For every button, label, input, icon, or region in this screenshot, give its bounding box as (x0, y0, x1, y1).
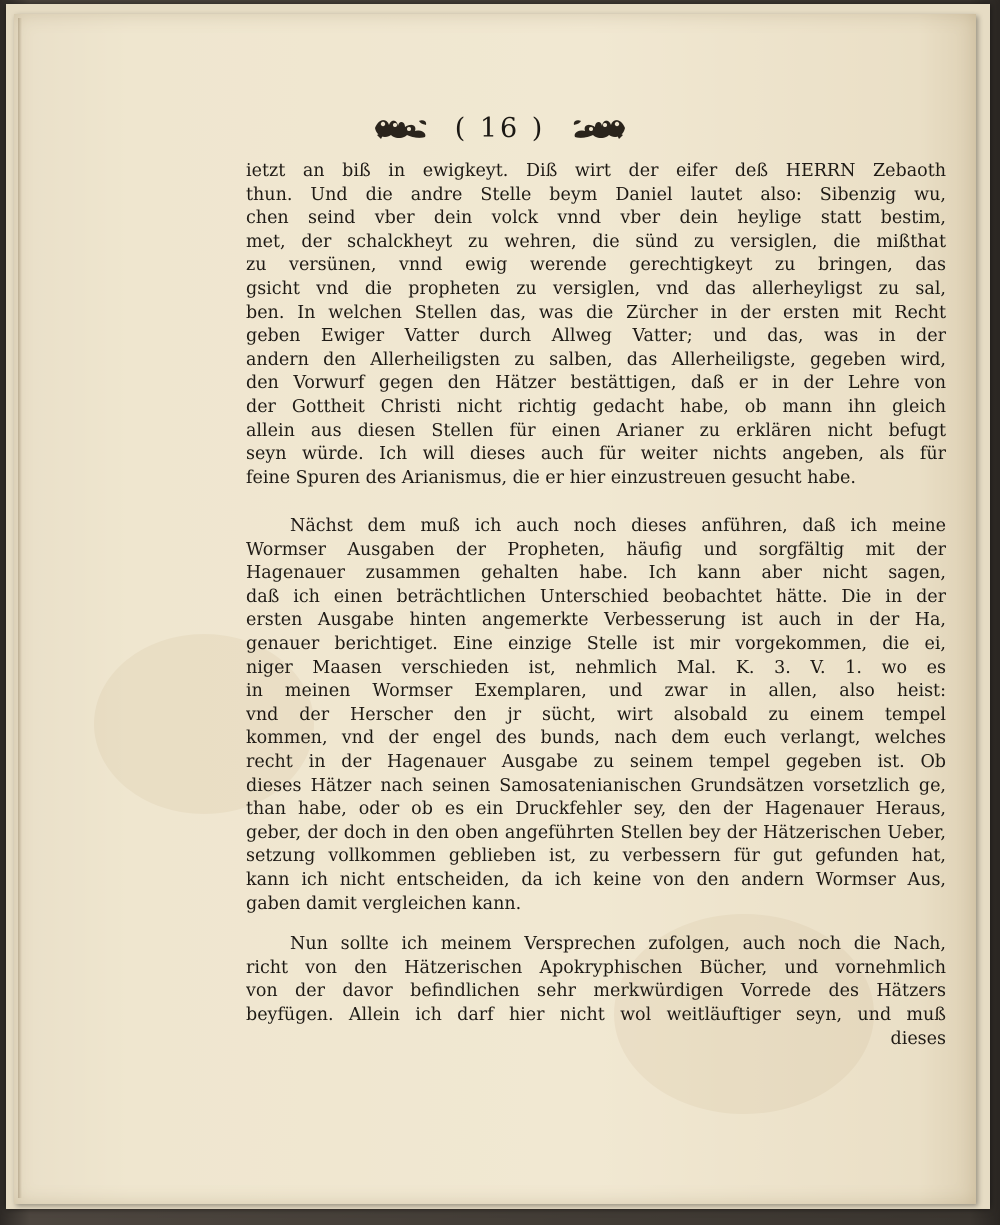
text-line: chen seind vber dein volck vnnd vber dein heylige statt bestim, (246, 208, 946, 229)
text-line: genauer berichtiget. Eine einzige Stelle ist mir vorgekommen, die ei, (246, 633, 946, 654)
text-line: than habe, oder ob es ein Druckfehler sey, den der Hagenauer Heraus, (246, 799, 946, 820)
text-line: ben. In welchen Stellen das, was die Zürcher in der ersten mit Recht (246, 302, 946, 323)
catchword-block (246, 1028, 946, 1052)
paragraph-2 (246, 515, 946, 916)
text-line: seyn würde. Ich will dieses auch für weiter nichts angeben, als für (246, 444, 946, 465)
right-ornament-icon (569, 115, 629, 141)
left-ornament-icon (371, 115, 431, 141)
text-line: beyfügen. Allein ich darf hier nicht wol weitläuftiger seyn, und muß (246, 1004, 946, 1025)
text-line: gsicht vnd die propheten zu versiglen, vnd das allerheyligst zu sal, (246, 278, 946, 299)
text-line: Nun sollte ich meinem Versprechen zufolgen, auch noch die Nach, (290, 934, 946, 954)
text-line: richt von den Hätzerischen Apokryphischen Bücher, und vornehmlich (246, 957, 946, 978)
page-header (0, 108, 1000, 148)
text-line: allein aus diesen Stellen für einen Arianer zu erklären nicht befugt (246, 420, 946, 441)
page-number: ( 16 ) (454, 112, 546, 144)
text-line: Nächst dem muß ich auch noch dieses anführen, daß ich meine (290, 516, 946, 536)
text-line: ersten Ausgabe hinten angemerkte Verbesserung ist auch in der Ha, (246, 610, 946, 631)
text-line: ietzt an biß in ewigkeyt. Diß wirt der eifer deß HERRN Zebaoth (246, 161, 946, 181)
text-line: der Gottheit Christi nicht richtig gedacht habe, ob mann ihn gleich (246, 396, 946, 417)
text-line: zu versünen, vnnd ewig werende gerechtigkeyt zu bringen, das (246, 255, 946, 276)
text-line: met, der schalckheyt zu wehren, die sünd zu versiglen, die mißthat (246, 231, 946, 252)
text-line: geber, der doch in den oben angeführten Stellen bey der Hätzerischen Ueber, (246, 822, 946, 843)
text-line: von der davor befindlichen sehr merkwürdigen Vorrede des Hätzers (246, 981, 946, 1002)
text-line: dieses Hätzer nach seinen Samosatenianischen Grundsätzen vorsetzlich ge, (246, 775, 946, 796)
paragraph-3 (246, 933, 946, 1027)
text-line: in meinen Wormser Exemplaren, und zwar in allen, also heist: (246, 681, 946, 702)
text-line: Wormser Ausgaben der Propheten, häufig und sorgfältig mit der (246, 539, 946, 560)
text-line: vnd der Herscher den jr sücht, wirt alsobald zu einem tempel (246, 704, 946, 725)
page-edge (18, 18, 22, 1198)
text-line: kann ich nicht entscheiden, da ich keine von den andern Wormser Aus, (246, 869, 946, 890)
text-line: andern den Allerheiligsten zu salben, das Allerheiligste, gegeben wird, (246, 349, 946, 370)
text-line: niger Maasen verschieden ist, nehmlich Mal. K. 3. V. 1. wo es (246, 657, 946, 678)
text-line: den Vorwurf gegen den Hätzer bestättigen, daß er in der Lehre von (246, 373, 946, 394)
paragraph-1 (246, 160, 946, 490)
text-line: geben Ewiger Vatter durch Allweg Vatter; und das, was in der (246, 326, 946, 347)
text-line: feine Spuren des Arianismus, die er hier einzustreuen gesucht habe. (246, 467, 856, 488)
text-line: recht in der Hagenauer Ausgabe zu seinem tempel gegeben ist. Ob (246, 751, 946, 772)
text-line: thun. Und die andre Stelle beym Daniel lautet also: Sibenzig wu, (246, 184, 946, 205)
text-line: kommen, vnd der engel des bunds, nach dem euch verlangt, welches (246, 728, 946, 749)
text-line: setzung vollkommen geblieben ist, zu verbessern für gut gefunden hat, (246, 846, 946, 867)
text-line: gaben damit vergleichen kann. (246, 893, 522, 914)
text-line: Hagenauer zusammen gehalten habe. Ich kann aber nicht sagen, (246, 563, 946, 584)
catchword: dieses (890, 1029, 946, 1049)
text-line: daß ich einen beträchtlichen Unterschied beobachtet hätte. Die in der (246, 586, 946, 607)
